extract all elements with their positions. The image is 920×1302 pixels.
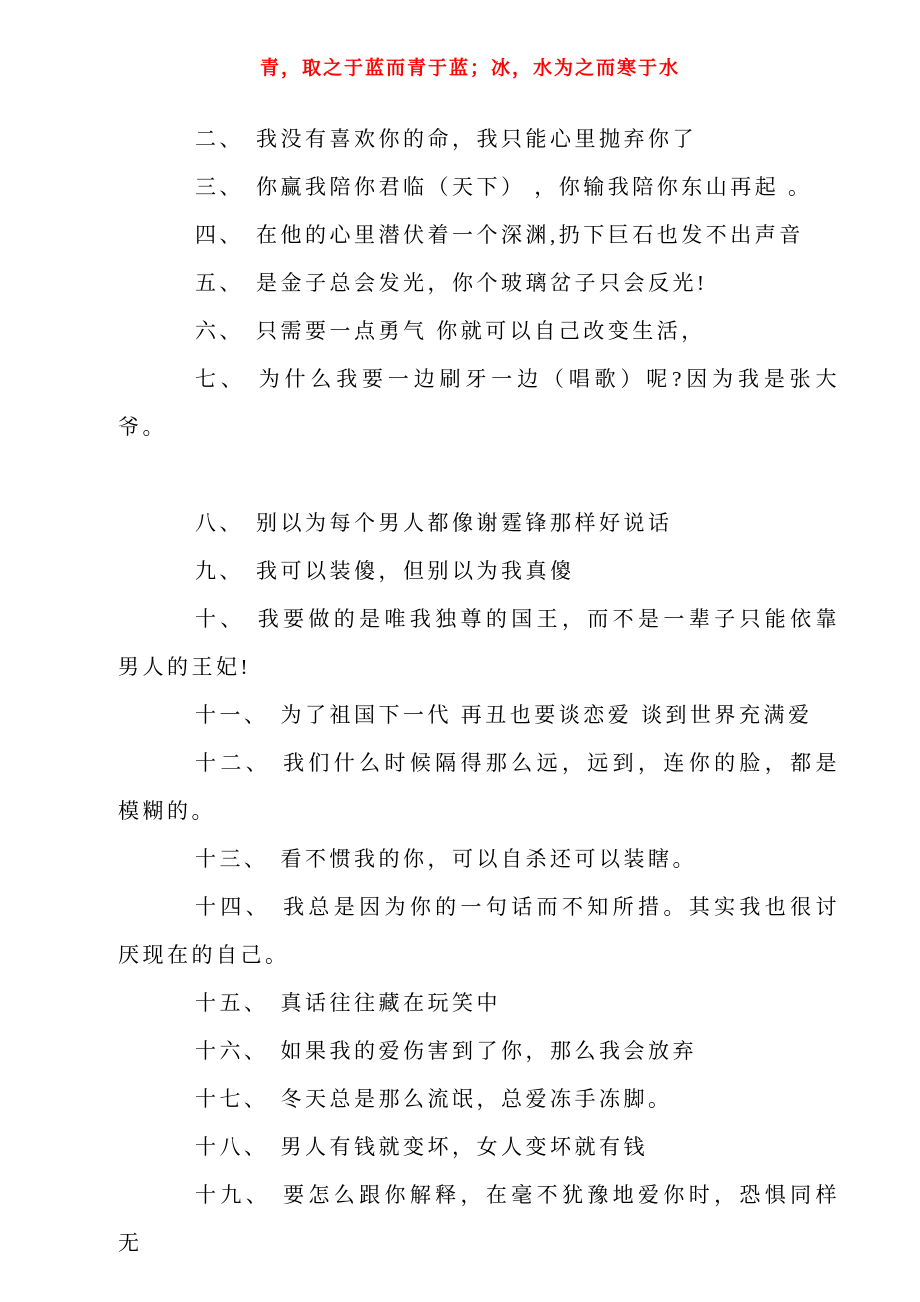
- item-text: 男人有钱就变坏，女人变坏就有钱: [280, 1135, 648, 1159]
- item-text: 为了祖国下一代 再丑也要谈恋爱 谈到世界充满爱: [280, 703, 813, 727]
- list-item: [118, 211, 840, 259]
- list-item: [118, 547, 840, 595]
- list-item: [118, 691, 840, 739]
- item-text: 在他的心里潜伏着一个深渊,扔下巨石也发不出声音: [256, 223, 804, 247]
- item-number: 三、: [195, 175, 244, 199]
- item-number: 十九、: [195, 1183, 272, 1207]
- list-item: [118, 307, 840, 355]
- list-item: [118, 1123, 840, 1171]
- item-number: 十、: [195, 607, 246, 631]
- list-item: [118, 595, 840, 691]
- list-item: [118, 259, 840, 307]
- item-number: 十三、: [195, 847, 269, 871]
- item-text: 真话往往藏在玩笑中: [280, 991, 501, 1015]
- item-text: 如果我的爱伤害到了你，那么我会放弃: [280, 1039, 697, 1063]
- item-number: 七、: [195, 367, 247, 391]
- list-item: [118, 1171, 840, 1267]
- item-number: 十七、: [195, 1087, 269, 1111]
- item-text: 我们什么时候隔得那么远，远到，连你的脸，都是模糊的。: [118, 751, 840, 823]
- item-text: 只需要一点勇气 你就可以自己改变生活，: [256, 319, 706, 343]
- list-item: [118, 163, 840, 211]
- item-number: 十一、: [195, 703, 269, 727]
- item-text: 我总是因为你的一句话而不知所措。其实我也很讨厌现在的自己。: [118, 895, 840, 967]
- item-number: 六、: [195, 319, 244, 343]
- item-number: 八、: [195, 511, 244, 535]
- list-item: [118, 115, 840, 163]
- blank-line: [118, 451, 840, 499]
- item-text: 你赢我陪你君临（天下） ，你输我陪你东山再起 。: [256, 175, 813, 199]
- quote-list: [0, 115, 920, 1267]
- item-number: 十二、: [195, 751, 272, 775]
- item-text: 是金子总会发光，你个玻璃岔子只会反光!: [256, 271, 708, 295]
- item-text: 我没有喜欢你的命，我只能心里抛弃你了: [256, 127, 697, 151]
- item-number: 十八、: [195, 1135, 269, 1159]
- document-title: 青，取之于蓝而青于蓝；冰，水为之而寒于水: [259, 58, 680, 79]
- list-item: [118, 1027, 840, 1075]
- item-text: 别以为每个男人都像谢霆锋那样好说话: [256, 511, 673, 535]
- item-text: 为什么我要一边刷牙一边（唱歌）呢?因为我是张大爷。: [118, 367, 840, 439]
- item-text: 我要做的是唯我独尊的国王，而不是一辈子只能依靠男人的王妃!: [118, 607, 841, 679]
- list-item: [118, 835, 840, 883]
- item-number: 四、: [195, 223, 244, 247]
- item-text: 要怎么跟你解释，在毫不犹豫地爱你时，恐惧同样无: [118, 1183, 840, 1255]
- list-item: [118, 979, 840, 1027]
- item-number: 五、: [195, 271, 244, 295]
- item-number: 十五、: [195, 991, 269, 1015]
- item-text: 冬天总是那么流氓，总爱冻手冻脚。: [280, 1087, 673, 1111]
- item-number: 十四、: [195, 895, 272, 919]
- list-item: [118, 355, 840, 451]
- item-text: 看不惯我的你，可以自杀还可以装瞎。: [280, 847, 697, 871]
- item-number: 九、: [195, 559, 244, 583]
- list-item: [118, 499, 840, 547]
- item-number: 十六、: [195, 1039, 269, 1063]
- list-item: [118, 1075, 840, 1123]
- item-number: 二、: [195, 127, 244, 151]
- item-text: 我可以装傻，但别以为我真傻: [256, 559, 575, 583]
- list-item: [118, 883, 840, 979]
- list-item: [118, 739, 840, 835]
